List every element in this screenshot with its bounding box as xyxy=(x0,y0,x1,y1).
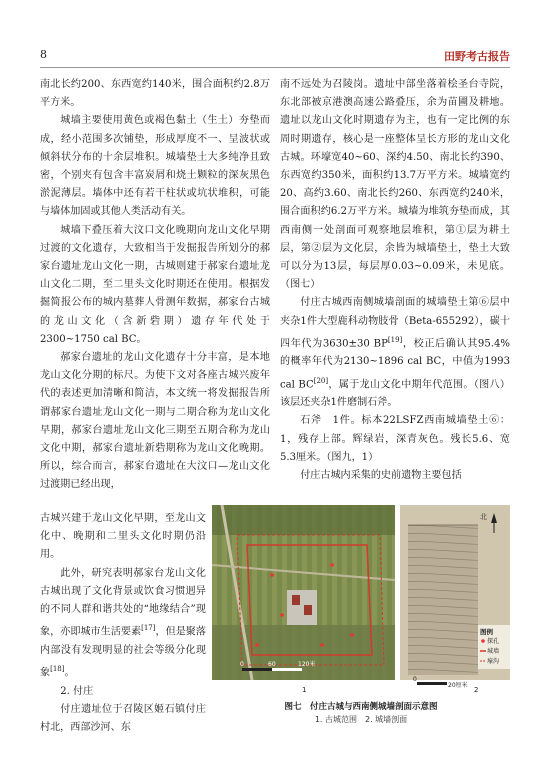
page-header xyxy=(40,48,510,66)
panel-label: 1 xyxy=(302,686,307,694)
figure-7 xyxy=(212,505,510,695)
scale-label: 120米 xyxy=(298,661,316,668)
paragraph: 此外，研究表明郝家台龙山文化古城出现了文化背景或饮食习惯迥异的不同人群和谐共处的“地缘结合”现象，亦即城市生活要素[17]，但是聚落内部没有发现明显的社会等级分化现象[18]。 xyxy=(40,567,207,679)
paragraph: 付庄古城内采集的史前遗物主要包括 xyxy=(300,469,462,481)
paragraph: 石斧 1件。标本22LSFZ西南城墙垫土⑥：1，残存上部。辉绿岩，深青灰色。残长5.6、宽5.3厘米。（图九，1） xyxy=(280,415,510,463)
svg-text:0: 0 xyxy=(413,676,417,683)
svg-text:20厘米: 20厘米 xyxy=(448,682,468,689)
svg-text:图例: 图例 xyxy=(480,628,493,636)
left-column-lower xyxy=(40,510,206,737)
paragraph: 城墙主要使用黄色或褐色黏土（生土）夯垫而成，经小范围多次铺垫，形成厚度不一、呈波状或倾斜状分布的十余层堆积。城墙垫土大多纯净且致密，个别夹有包含丰富炭屑和烧土颗粒的深灰黑色淤泥薄层。墙体中还有若干柱状或坑状堆积，可能与墙体加固或其他人类活动有关。 xyxy=(40,115,270,218)
header-rule xyxy=(40,67,510,68)
left-column xyxy=(40,76,270,495)
legend-item: 探孔 xyxy=(487,638,500,645)
reference-20[interactable]: [20] xyxy=(313,376,329,385)
reference-17[interactable]: [17] xyxy=(141,624,156,633)
paragraph: 城墙下叠压着大汶口文化晚期向龙山文化早期过渡的文化遗存，大致相当于发掘报告所划分的郝家台遗址龙山文化一期，古城则建于郝家台遗址龙山文化二期，至二里头文化时期还在使用。根据发掘简报公布的城内墓葬人骨测年数据，郝家台古城的龙山文化（含新砦期）遗存年代处于2300~1750 cal BC。 xyxy=(40,224,270,345)
panel-label: 2 xyxy=(474,686,479,694)
right-column xyxy=(280,76,510,485)
temple-compound xyxy=(287,590,317,625)
page-number: 8 xyxy=(40,48,47,61)
reference-19[interactable]: [19] xyxy=(387,335,403,344)
journal-title: 田野考古报告 xyxy=(444,50,510,63)
paragraph: 付庄遗址位于召陵区姬石镇付庄村北，西部沙河、东 xyxy=(40,703,206,733)
reference-18[interactable]: [18] xyxy=(50,664,65,673)
paragraph: 付庄古城西南侧城墙剖面的城墙垫土第⑥层中夹杂1件大型鹿科动物肢骨（Beta-655292），碳十四年代为3630±30 BP[19]，校正后确认其95.4%的概率年代为2130~1896 cal BC，中值为1993 cal BC[20]，属于龙山文化中期年代范围。（图八）该层还夹杂1件磨制石斧。 xyxy=(280,297,511,409)
north-label: 北 xyxy=(480,513,487,521)
paragraph: 古城兴建于龙山文化早期，至龙山文化中、晚期和二里头文化时期仍沿用。 xyxy=(40,513,206,561)
scale-label: 0 xyxy=(240,661,244,668)
paragraph: 郝家台遗址的龙山文化遗存十分丰富，是本地龙山文化分期的标尺。为使下文对各座古城兴废年代的表述更加清晰和简洁，本文统一将发掘报告所谓郝家台遗址龙山文化一期与二期合称为龙山文化早期，郝家台遗址龙山文化三期至五期合称为龙山文化中期，郝家台遗址新砦期称为龙山文化晚期。所以，综合而言，郝家台遗址在大汶口—龙山文化过渡期已经出现， xyxy=(40,352,270,491)
figure-image xyxy=(212,505,510,695)
paragraph: 南北长约200、东西宽约140米，围合面积约2.8万平方米。 xyxy=(40,79,270,109)
scale-label: 60 xyxy=(268,661,276,668)
figure-legend xyxy=(478,625,510,669)
figure-caption xyxy=(212,700,510,725)
caption-subtitle: 1. 古城范围 2. 城墙剖面 xyxy=(314,715,408,724)
paragraph: 南不远处为召陵岗。遗址中部坐落着桧圣台寺院，东北部被京港澳高速公路叠压，余为苗圃及耕地。遗址以龙山文化时期遗存为主，也有一定比例的东周时期遗存，核心是一座整体呈长方形的龙山文化古城。环壕宽40~60、深约4.50、南北长约390、东西宽约350米，面积约13.7万平方米。城墙宽约20、高约3.60、南北长约260、东西宽约240米，围合面积约6.2万平方米。城墙为堆筑夯垫而成，其西南侧一处剖面可观察地层堆积，第①层为耕土层，第②层为文化层，余皆为城墙垫土，垫土大致可以分为13层，每层厚0.03~0.09米，未见底。（图七） xyxy=(280,79,510,291)
caption-title: 图七 付庄古城与西南侧城墙剖面示意图 xyxy=(284,702,438,712)
section-heading: 2. 付庄 xyxy=(60,685,94,697)
legend-item: 城墙 xyxy=(487,648,500,655)
legend-item: 壕沟 xyxy=(487,658,500,665)
